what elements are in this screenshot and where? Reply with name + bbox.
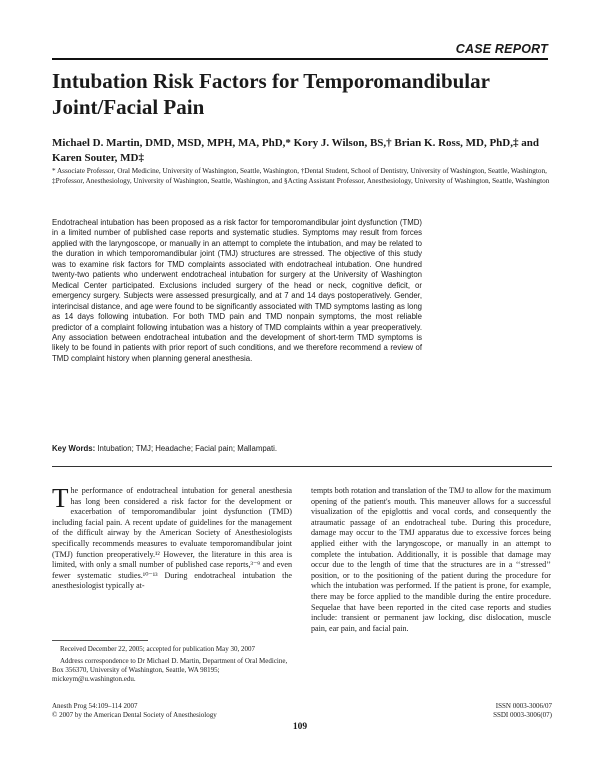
keywords-label: Key Words: <box>52 444 96 453</box>
keywords <box>52 444 422 454</box>
copyright-line: © 2007 by the American Dental Society of Anesthesiology <box>52 710 217 719</box>
body-text-left: he performance of endotracheal intubation for general anesthesia has long been considered a risk factor for the development or exacerbation of temporomandibular joint dysfunction (TMD) including facial pain. A recent update of guidelines for the management of the difficult airway by the American Society of Anesthesiologists specifically recommends measures to evaluate temporomandibular joint (TMJ) function preoperatively.¹² However, the literature in this area is limited, with only a small number of published case reports,³⁻⁹ and even fewer systematic studies.¹⁰⁻¹³ During endotracheal intubation the anesthesiologist typically at- <box>52 486 292 591</box>
body-column-left <box>52 483 292 592</box>
header-rule <box>52 58 548 60</box>
section-label: CASE REPORT <box>455 42 548 56</box>
issn-line: ISSN 0003-3006/07 <box>495 702 552 710</box>
section-divider <box>52 466 552 467</box>
received-note: Received December 22, 2005; accepted for publication May 30, 2007 <box>60 645 255 653</box>
correspondence-note: Address correspondence to Dr Michael D. Martin, Department of Oral Medicine, Box 356370, University of Washington, Seattle, WA 98195; mickeym@u.washington.edu. <box>52 657 288 683</box>
affiliations: * Associate Professor, Oral Medicine, University of Washington, Seattle, Washington, †Dental Student, School of Dentistry, University of Washington, Seattle, Washington, ‡Professor, Anesthesiology, University of Washington, Seattle, Washington, and §Acting Assistant Professor, Anesthesiology, University of Washington, Seattle, Washington <box>52 167 550 185</box>
citation-line: Anesth Prog 54:109–114 2007 <box>52 702 138 710</box>
journal-citation <box>52 702 217 719</box>
ssdi-line: SSDI 0003-3006(07) <box>493 710 552 719</box>
keywords-list: Intubation; TMJ; Headache; Facial pain; Mallampati. <box>97 444 278 453</box>
drop-cap: T <box>52 483 69 513</box>
author-list: Michael D. Martin, DMD, MSD, MPH, MA, PhD,* Kory J. Wilson, BS,† Brian K. Ross, MD, PhD,‡ and Karen Souter, MD‡ <box>52 137 539 164</box>
footnote-rule <box>52 640 148 641</box>
journal-identifiers <box>493 702 552 719</box>
page-number: 109 <box>292 722 308 732</box>
abstract: Endotracheal intubation has been proposed as a risk factor for temporomandibular joint dysfunction (TMD) in a limited number of published case reports and systematic studies. Symptoms may result from forces applied with the laryngoscope, or manually in an attempt to complete the intubation, and may be related to the duration in which temporomandibular joint (TMJ) structures are stressed. The objective of this study was to examine risk factors for TMD complaints associated with endotracheal intubation. One hundred twenty-two patients who underwent endotracheal intubation for surgery at the University of Washington Medical Center participated. Exclusions included surgery of the head or neck, cognitive deficit, or emergency surgery. Subjects were assessed presurgically, and at 7 and 14 days postoperatively. Gender, interincisal distance, and age were found to be significantly associated with TMD symptoms lasting as long as 14 days following intubation. For both TMD pain and TMD nonpain symptoms, the most reliable predictor of a complaint following intubation was a history of TMD complaints within a year preoperatively. Any association between endotracheal intubation and the development of short-term TMD symptoms is likely to be found in patients with prior report of such conditions, and we therefore recommend a review of TMD complaint history when planning general anesthesia. <box>52 218 422 363</box>
body-column-right: tempts both rotation and translation of the TMJ to allow for the maximum opening of the patient's mouth. This maneuver allows for a successful visualization of the epiglottis and vocal cords, and consequently the atraumatic passage of an endotracheal tube. During this procedure, damage may occur to the TMJ apparatus due to excessive forces being applied either with the laryngoscope, or manually in an attempt to complete the intubation. Additionally, it is possible that damage may occur due to the length of time that the structures are in a ‘‘stressed’’ position, or to the positioning of the patient during the procedure for which the intubation was performed. If the patient is prone, for example, there may be force applied to the mandible during the entire procedure. Sequelae that have been reported in the cited case reports and studies include: transient or permanent jaw locking, disc dislocation, muscle pain, ear pain, and facial pain. <box>311 486 551 633</box>
footnotes <box>52 645 292 687</box>
article-title: Intubation Risk Factors for Temporomandibular Joint/Facial Pain <box>52 69 490 119</box>
